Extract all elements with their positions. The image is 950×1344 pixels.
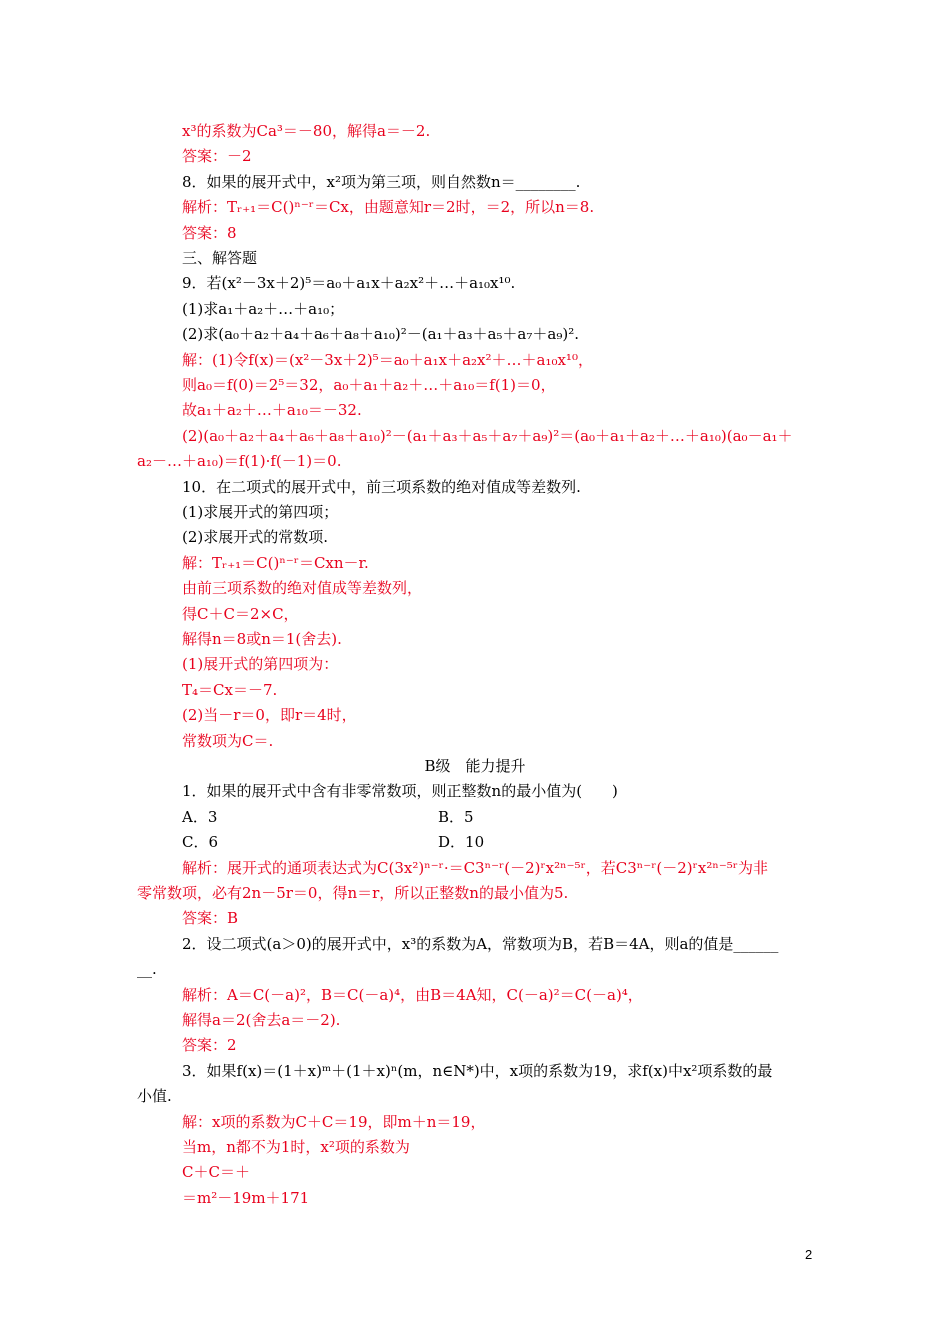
- text-line: 答案：2: [182, 1036, 237, 1054]
- text-line: (1)求a₁＋a₂＋…＋a₁₀；: [182, 300, 345, 318]
- text-line: 9．若(x²－3x＋2)⁵＝a₀＋a₁x＋a₂x²＋…＋a₁₀x¹⁰.: [182, 274, 516, 292]
- text-line: 答案：8: [182, 224, 237, 242]
- text-line: __.: [137, 960, 157, 978]
- option-text: B．5: [438, 808, 474, 826]
- text-line: 1．如果的展开式中含有非零常数项，则正整数n的最小值为( ): [182, 782, 618, 800]
- text-line: 解析：A＝C(－a)²，B＝C(－a)⁴，由B＝4A知，C(－a)²＝C(－a)⁴，: [182, 986, 643, 1004]
- text-line: a₂－…＋a₁₀)＝f(1)·f(－1)＝0.: [137, 452, 342, 470]
- text-line: ＝m²－19m＋171: [182, 1189, 310, 1207]
- text-line: 当m，n都不为1时，x²项的系数为: [182, 1138, 410, 1156]
- text-line: 2．设二项式(a＞0)的展开式中，x³的系数为A，常数项为B，若B＝4A，则a的值是______: [182, 935, 779, 953]
- text-line: 解得a＝2(舍去a＝－2).: [182, 1011, 341, 1029]
- text-line: (1)展开式的第四项为：: [182, 655, 339, 673]
- text-line: 则a₀＝f(0)＝2⁵＝32，a₀＋a₁＋a₂＋…＋a₁₀＝f(1)＝0，: [182, 376, 556, 394]
- text-line: (2)(a₀＋a₂＋a₄＋a₆＋a₈＋a₁₀)²－(a₁＋a₃＋a₅＋a₇＋a₉)²＝(a₀＋a₁＋a₂＋…＋a₁₀)(a₀－a₁＋: [182, 427, 793, 445]
- option-text: D．10: [438, 833, 485, 851]
- text-line: (2)求展开式的常数项.: [182, 528, 329, 546]
- text-line: 3．如果f(x)＝(1＋x)ᵐ＋(1＋x)ⁿ(m，n∈N*)中，x项的系数为19，求f(x)中x²项系数的最: [182, 1062, 773, 1080]
- text-line: 8．如果的展开式中，x²项为第三项，则自然数n＝________.: [182, 173, 581, 191]
- text-line: 解：(1)令f(x)＝(x²－3x＋2)⁵＝a₀＋a₁x＋a₂x²＋…＋a₁₀x¹⁰，: [182, 351, 593, 369]
- text-line: (2)当－r＝0，即r＝4时，: [182, 706, 357, 724]
- text-line: 解得n＝8或n＝1(舍去).: [182, 630, 342, 648]
- section-heading: B级 能力提升: [424, 757, 526, 775]
- text-line: (2)求(a₀＋a₂＋a₄＋a₆＋a₈＋a₁₀)²－(a₁＋a₃＋a₅＋a₇＋a₉)².: [182, 325, 579, 343]
- text-line: 解析：Tᵣ₊₁＝C()ⁿ⁻ʳ＝Cx，由题意知r＝2时，＝2，所以n＝8.: [182, 198, 595, 216]
- text-line: 小值.: [137, 1087, 172, 1105]
- text-line: 答案：－2: [182, 147, 252, 165]
- page-number: 2: [805, 1247, 813, 1262]
- text-line: C．6: [182, 833, 219, 851]
- text-line: 解：Tᵣ₊₁＝C()ⁿ⁻ʳ＝Cxn－r.: [182, 554, 369, 572]
- text-line: 零常数项，必有2n－5r＝0，得n＝r，所以正整数n的最小值为5.: [137, 884, 569, 902]
- text-line: 三、解答题: [182, 249, 258, 267]
- text-line: 由前三项系数的绝对值成等差数列，: [182, 579, 423, 597]
- text-line: C＋C＝＋: [182, 1163, 250, 1181]
- text-line: A．3: [182, 808, 218, 826]
- text-line: 得C＋C＝2×C，: [182, 605, 299, 623]
- text-line: x³的系数为Ca³＝－80，解得a＝－2.: [182, 122, 431, 140]
- text-line: 解：x项的系数为C＋C＝19，即m＋n＝19，: [182, 1113, 486, 1131]
- text-line: 10．在二项式的展开式中，前三项系数的绝对值成等差数列.: [182, 478, 581, 496]
- text-line: 故a₁＋a₂＋…＋a₁₀＝－32.: [182, 401, 362, 419]
- text-line: 解析：展开式的通项表达式为C(3x²)ⁿ⁻ʳ·＝C3ⁿ⁻ʳ(－2)ʳx²ⁿ⁻⁵ʳ，若C3ⁿ⁻ʳ(－2)ʳx²ⁿ⁻⁵ʳ为非: [182, 859, 768, 877]
- text-line: T₄＝Cx＝－7.: [182, 681, 278, 699]
- text-line: 常数项为C＝.: [182, 732, 274, 750]
- text-line: 答案：B: [182, 909, 239, 927]
- text-line: (1)求展开式的第四项；: [182, 503, 339, 521]
